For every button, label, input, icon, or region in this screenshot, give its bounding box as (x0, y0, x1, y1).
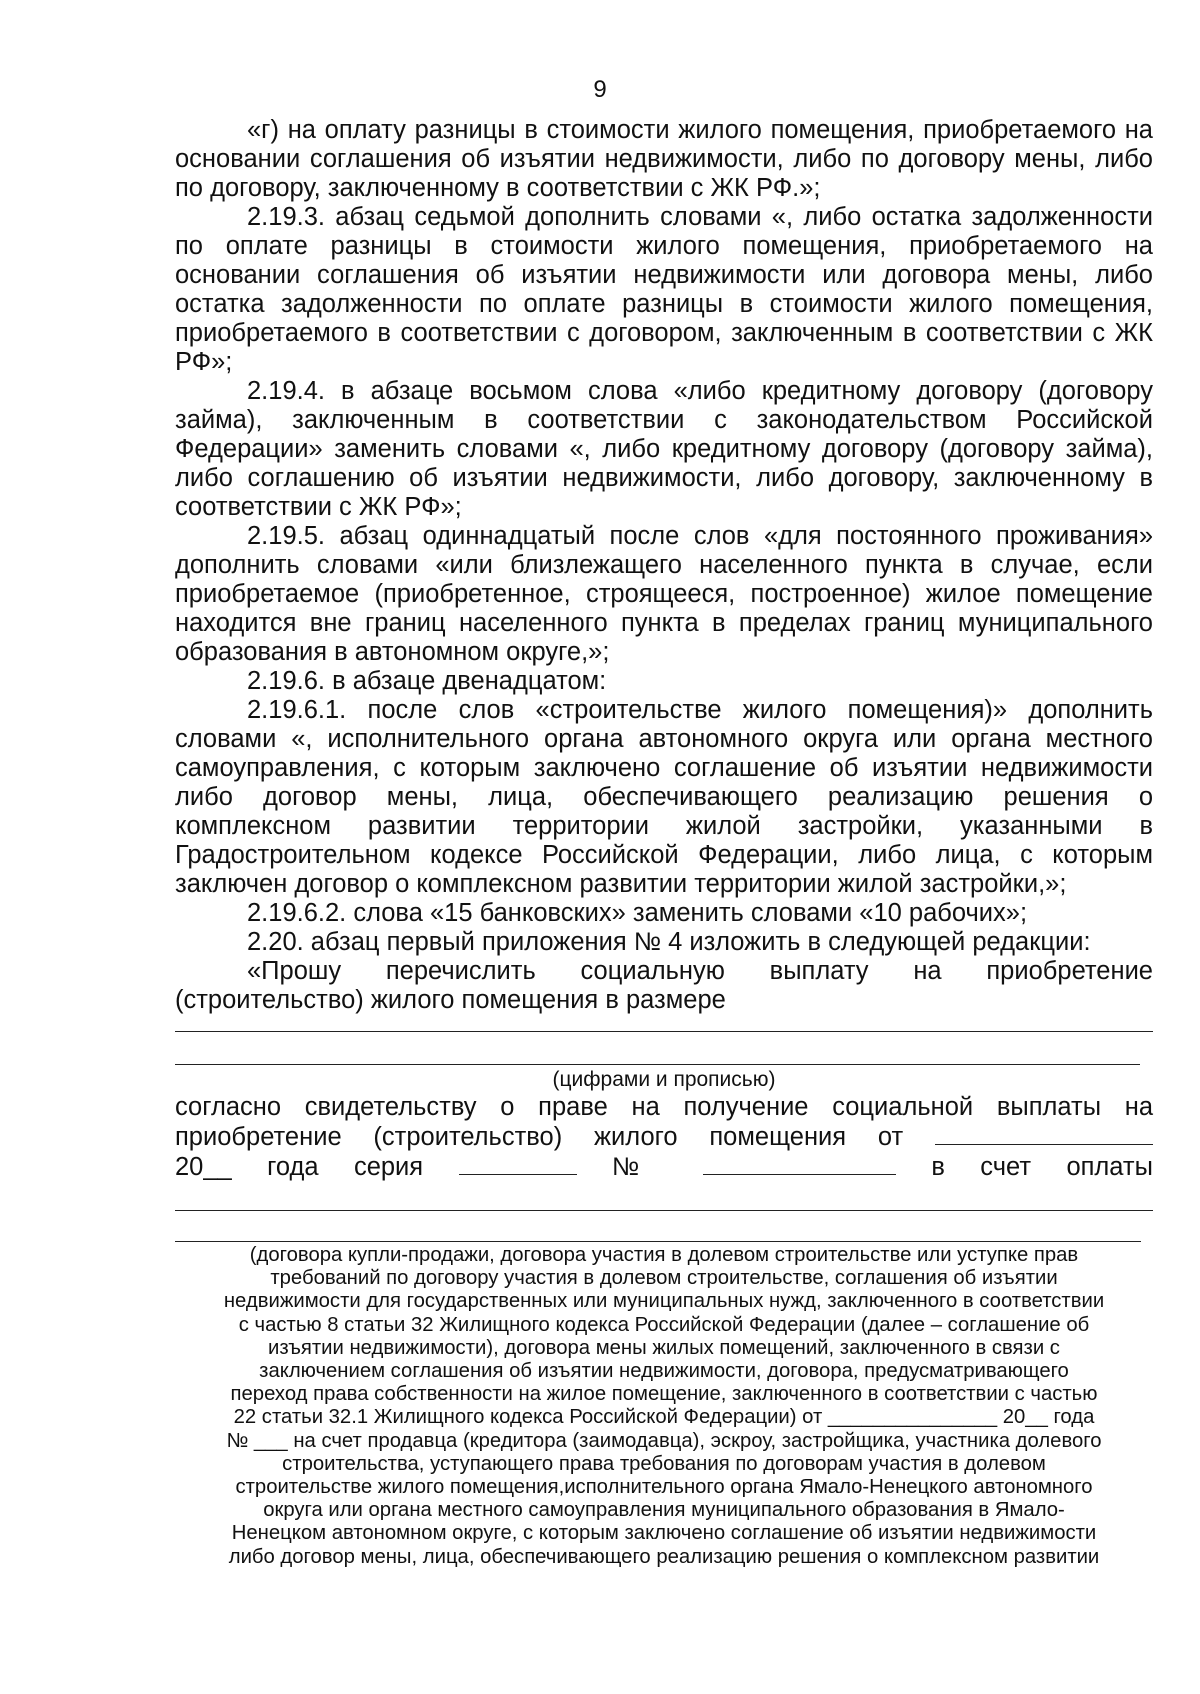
caption-line: переход права собственности на жилое помещение, заключенного в соответствии с частью (230, 1383, 1098, 1406)
number-label: № (611, 1153, 668, 1181)
fill-line-amount-2 (175, 1064, 1140, 1065)
paragraph-2-20: 2.20. абзац первый приложения № 4 изложить в следующей редакции: (247, 928, 1091, 956)
page-number: 9 (593, 76, 607, 103)
contract-caption (164, 1244, 1164, 1569)
number-blank (703, 1152, 896, 1175)
fill-line-contract-1 (175, 1210, 1153, 1211)
caption-line: № ___ на счет продавца (кредитора (заимодавца), эскроу, застройщика, участника долевого (226, 1429, 1102, 1452)
caption-line: недвижимости для государственных или муниципальных нужд, заключенного в соответствии (223, 1290, 1105, 1313)
paragraph-2-19-3: 2.19.3. абзац седьмой дополнить словами «, либо остатка задолженности по оплате разницы в стоимости жилого помещения, приобретаемого на основании соглашения об изъятии недвижимости или договора мены, либо остатка задолженности по оплате разницы в стоимости жилого помещения, приобретаемого в соответствии с договором, заключенным в соответствии с ЖК РФ»; (175, 203, 1153, 376)
paragraph-2-19-5: 2.19.5. абзац одиннадцатый после слов «для постоянного проживания» дополнить словами «или близлежащего населенного пункта в случае, если приобретаемое (приобретенное, строящееся, построенное) жилое помещение находится вне границ населенного пункта в пределах границ муниципального образования в автономном округе,»; (175, 522, 1153, 666)
caption-line: строительства, уступающего права требования по договорам участия в долевом (282, 1452, 1046, 1475)
paragraph-g: «г) на оплату разницы в стоимости жилого помещения, приобретаемого на основании соглашения об изъятии недвижимости, либо по договору мены, либо по договору, заключенному в соответствии с ЖК РФ.»; (175, 116, 1153, 202)
certificate-line-2-text: приобретение (строительство) жилого помещения от (175, 1123, 904, 1151)
paragraph-2-19-4: 2.19.4. в абзаце восьмом слова «либо кредитному договору (договору займа), заключенным в соответствии с законодательством Российской Федерации» заменить словами «, либо кредитному договору (договору займа), либо соглашению об изъятии недвижимости, либо договору, заключенному в соответствии с ЖК РФ»; (175, 377, 1153, 521)
fill-line-amount-1 (175, 1031, 1153, 1032)
caption-line: Ненецком автономном округе, с которым заключено соглашение об изъятии недвижимости (231, 1522, 1097, 1545)
caption-line: строительстве жилого помещения,исполнительного органа Ямало-Ненецкого автономного (235, 1476, 1093, 1499)
certificate-line-3 (175, 1152, 1153, 1182)
year-label: 20__ года (175, 1153, 319, 1181)
series-label: серия (353, 1153, 424, 1181)
caption-line: изъятии недвижимости), договора мены жилых помещений, заключенного в связи с (268, 1336, 1060, 1359)
series-blank (459, 1152, 577, 1175)
caption-line: требований по договору участия в долевом строительстве, соглашения об изъятии (270, 1267, 1058, 1290)
caption-line: либо договор мены, лица, обеспечивающего реализацию решения о комплексном развитии (228, 1545, 1100, 1568)
paragraph-2-19-6-1: 2.19.6.1. после слов «строительстве жилого помещения)» дополнить словами «, исполнительного органа автономного округа или органа местного самоуправления, с которым заключено соглашение об изъятии недвижимости либо договор мены, лица, обеспечивающего реализацию решения о комплексном развитии территории жилой застройки, указанными в Градостроительном кодексе Российской Федерации, либо лица, с которым заключен договор о комплексном развитии территории жилой застройки,»; (175, 696, 1153, 898)
caption-line: заключением соглашения об изъятии недвижимости, договора, предусматривающего (259, 1360, 1069, 1383)
document-body (175, 116, 1153, 1569)
caption-line: с частью 8 статьи 32 Жилищного кодекса Российской Федерации (далее – соглашение об (238, 1313, 1090, 1336)
certificate-line-2 (175, 1122, 1153, 1152)
fill-line-contract-2 (175, 1241, 1141, 1242)
account-label: счет (980, 1153, 1032, 1181)
payment-label: оплаты (1066, 1153, 1153, 1181)
in-label: в (931, 1153, 945, 1181)
caption-line: 22 статьи 32.1 Жилищного кодекса Российской Федерации) от _______________ 20__ года (233, 1406, 1095, 1429)
date-blank (935, 1122, 1153, 1145)
caption-line: (договора купли-продажи, договора участия в долевом строительстве или уступке прав (249, 1244, 1079, 1266)
paragraph-2-19-6: 2.19.6. в абзаце двенадцатом: (247, 667, 607, 695)
caption-line: округа или органа местного самоуправления муниципального образования в Ямало- (263, 1499, 1065, 1522)
paragraph-request: «Прошу перечислить социальную выплату на приобретение (строительство) жилого помещения в размере (175, 957, 1153, 1014)
amount-caption: (цифрами и прописью) (552, 1068, 776, 1091)
certificate-line-1: согласно свидетельству о праве на получение социальной выплаты на (175, 1093, 1153, 1121)
paragraph-2-19-6-2: 2.19.6.2. слова «15 банковских» заменить словами «10 рабочих»; (247, 899, 1028, 927)
